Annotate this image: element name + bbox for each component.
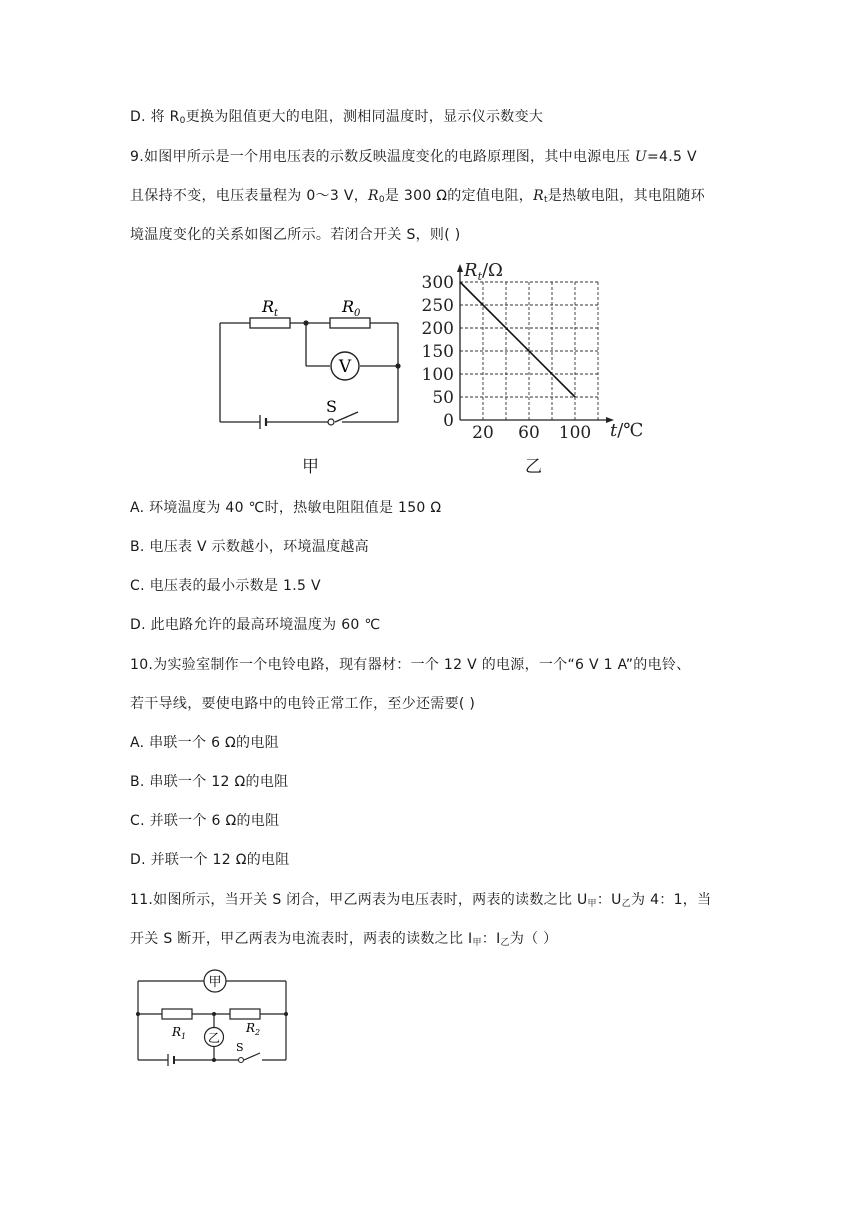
rt-resistor	[250, 318, 290, 328]
q9-circuit-diagram	[210, 290, 410, 435]
x-tick-label: 100	[558, 423, 592, 442]
y-tick-label: 0	[443, 411, 454, 431]
y-tick-label: 100	[421, 365, 454, 385]
q11-sub: 乙	[621, 899, 632, 909]
q11-text: ：U	[596, 892, 622, 908]
q11-text: 为 4：1，当	[631, 892, 712, 908]
x-axis-label: t/℃	[610, 420, 644, 441]
x-tick-label: 20	[472, 423, 494, 442]
r1-resistor	[162, 1009, 192, 1019]
q9-stem-text: 且保持不变，电压表量程为 0～3 V，	[130, 188, 368, 204]
q11-sub: 甲	[472, 938, 482, 948]
q10-stem-line-2: 若干导线，要使电路中的电铃正常工作，至少还需要( )	[130, 696, 476, 712]
q9-var-rt-sub: t	[543, 195, 548, 205]
q11-stem-line-2	[130, 928, 557, 948]
q9-stem-text: 是 300 Ω的定值电阻，	[384, 188, 534, 204]
q10-option-a: A. 串联一个 6 Ω的电阻	[130, 735, 279, 751]
switch-contact	[239, 1058, 244, 1063]
q9-var-r0: R	[368, 188, 379, 204]
switch-contact	[328, 419, 334, 425]
q11-text: 开关 S 断开，甲乙两表为电流表时，两表的读数之比 I	[130, 931, 473, 947]
junction-dot	[284, 1012, 288, 1016]
q9-stem-voltage: =4.5 V	[647, 149, 697, 165]
q10-option-c: C. 并联一个 6 Ω的电阻	[130, 813, 280, 829]
y-axis-arrow	[457, 264, 463, 272]
rt-label: $R_t$	[262, 297, 279, 319]
voltmeter-label: V	[338, 357, 352, 377]
r2-label: $R_2$	[246, 1021, 261, 1037]
q9-var-u: U	[634, 149, 648, 165]
q9-option-c: C. 电压表的最小示数是 1.5 V	[130, 578, 321, 594]
y-tick-label: 250	[421, 296, 454, 316]
q9-var-r0-sub: 0	[378, 195, 385, 205]
q9-stem-line-2	[130, 185, 705, 205]
rt-line	[460, 282, 575, 397]
junction-dot	[136, 1012, 140, 1016]
q9-option-d: D. 此电路允许的最高环境温度为 60 ℃	[130, 617, 381, 633]
q9-option-a: A. 环境温度为 40 ℃时，热敏电阻阻值是 150 Ω	[130, 500, 442, 516]
switch-lever	[335, 412, 358, 422]
figure-yi-caption: 乙	[525, 457, 542, 477]
q10-option-b: B. 串联一个 12 Ω的电阻	[130, 774, 289, 790]
r0-resistor	[330, 318, 370, 328]
q9-stem-line-3: 境温度变化的关系如图乙所示。若闭合开关 S，则( )	[130, 227, 461, 243]
q9-var-rt: R	[533, 188, 544, 204]
q9-option-b: B. 电压表 V 示数越小，环境温度越高	[130, 539, 369, 555]
q10-option-d: D. 并联一个 12 Ω的电阻	[130, 852, 290, 868]
r1-label: $R_1$	[172, 1025, 187, 1041]
y-tick-label: 200	[421, 319, 454, 339]
q8-option-d-post: 更换为阻值更大的电阻，测相同温度时，显示仪示数变大	[185, 109, 544, 125]
junction-dot	[395, 363, 400, 368]
switch-label: S	[236, 1041, 244, 1054]
q9-stem-text: 是热敏电阻，其电阻随环	[547, 188, 706, 204]
q8-option-d-pre: D. 将 R	[130, 109, 180, 125]
q11-sub: 甲	[587, 899, 597, 909]
r2-resistor	[230, 1009, 260, 1019]
y-axis-label: $R_t/\Omega$	[464, 260, 503, 283]
q10-stem-line-1: 10.为实验室制作一个电铃电路，现有器材：一个 12 V 的电源，一个“6 V 1 A”的电铃、	[130, 657, 691, 673]
q8-option-d	[130, 106, 543, 126]
y-tick-label: 300	[421, 273, 454, 293]
q11-text: 11.如图所示，当开关 S 闭合，甲乙两表为电压表时，两表的读数之比 U	[130, 892, 588, 908]
y-tick-label: 50	[432, 388, 454, 408]
q11-text: ：I	[481, 931, 501, 947]
q11-circuit-diagram	[130, 966, 300, 1070]
junction-dot	[212, 1058, 216, 1062]
q9-stem-line-1	[130, 146, 697, 166]
y-tick-label: 150	[421, 342, 454, 362]
q11-text: 为（ ）	[509, 931, 558, 947]
q8-option-d-sub: 0	[179, 116, 186, 126]
figure-jia-caption: 甲	[302, 457, 319, 477]
q11-sub: 乙	[500, 938, 510, 948]
rt-temperature-chart	[418, 252, 658, 442]
r0-label: $R_0$	[342, 297, 361, 319]
q9-stem-text: 9.如图甲所示是一个用电压表的示数反映温度变化的电路原理图，其中电源电压	[130, 149, 635, 165]
switch-label: S	[326, 397, 337, 416]
x-tick-label: 60	[518, 423, 540, 442]
junction-dot	[212, 1012, 216, 1016]
q11-stem-line-1	[130, 889, 711, 909]
switch-lever	[244, 1053, 260, 1060]
meter-jia-label: 甲	[208, 975, 222, 990]
junction-dot	[303, 320, 308, 325]
meter-yi-label: 乙	[207, 1031, 221, 1045]
